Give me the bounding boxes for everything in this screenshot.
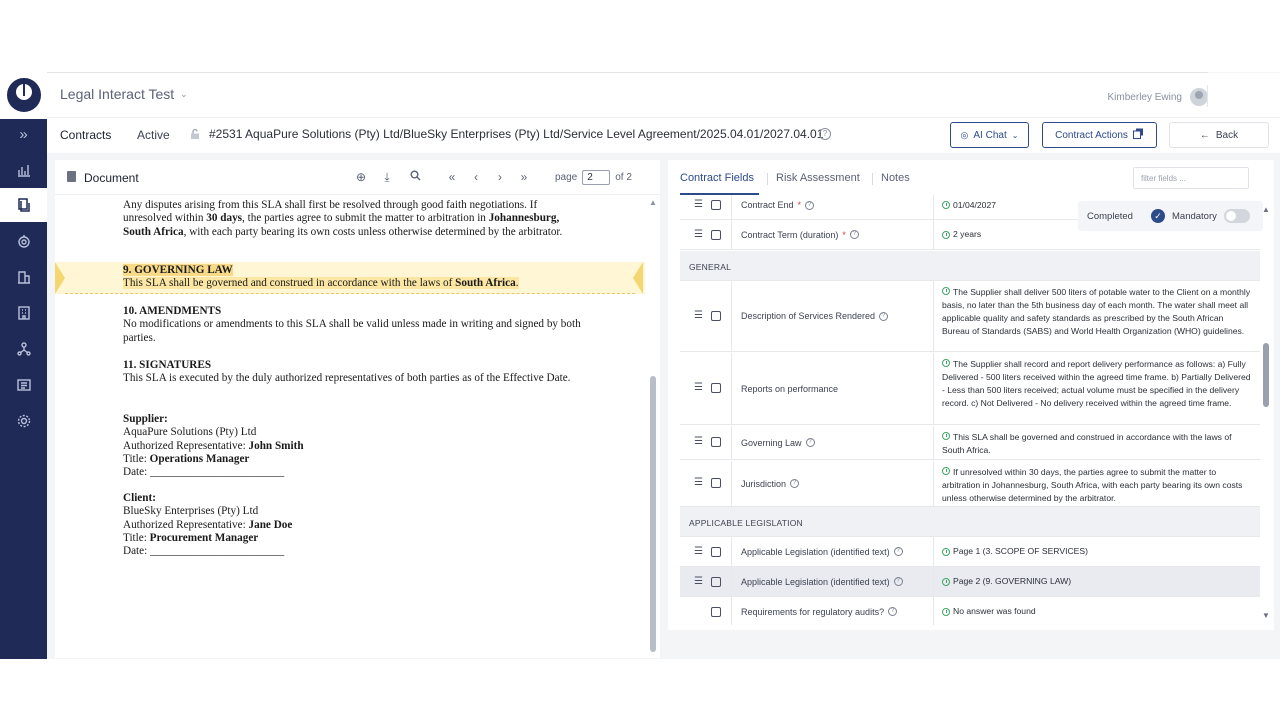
info-icon [942, 608, 950, 616]
user-menu[interactable] [1108, 88, 1208, 106]
chevron-down-icon: ⌄ [180, 88, 188, 99]
field-value-text: Page 2 (9. GOVERNING LAW) [953, 576, 1072, 587]
field-label-text: Jurisdiction [741, 478, 787, 489]
scroll-up-icon[interactable]: ▲ [649, 198, 657, 207]
field-value-text: The Supplier shall deliver 500 liters of potable water to the Client on a monthly basis, no later than the 5th business day of each month. The water shall meet all applicable quality and safety standards as prescribed by the South African Bureau of Standards (SABS) and World Health Organization (WHO) guidelines. [942, 287, 1251, 336]
row-actions [680, 426, 732, 459]
field-label-text: Governing Law [741, 437, 802, 448]
info-icon [942, 467, 950, 475]
field-label [732, 426, 934, 459]
search-icon[interactable] [407, 169, 423, 185]
field-label [732, 220, 934, 249]
field-label-text: Reports on performance [741, 383, 839, 394]
ai-icon[interactable] [0, 224, 47, 258]
ai-chat-label: AI Chat [973, 129, 1007, 141]
supplier-representative: John Smith [248, 439, 304, 452]
info-icon [942, 548, 950, 556]
field-value-text: Page 1 (3. SCOPE OF SERVICES) [953, 546, 1089, 557]
signatures-section [123, 359, 588, 386]
page-label: page [555, 172, 578, 183]
scroll-down-icon[interactable]: ▼ [1262, 611, 1270, 620]
highlight-marker-right [633, 262, 643, 294]
tab-contract-fields[interactable]: Contract Fields [680, 172, 754, 184]
supplier-name: AquaPure Solutions (Pty) Ltd [123, 426, 257, 439]
section-heading: 11. SIGNATURES [123, 359, 212, 371]
field-label [732, 537, 934, 566]
fields-tabs [668, 160, 1274, 195]
download-icon[interactable]: ⤓ [384, 170, 390, 184]
field-label [732, 461, 934, 506]
text-run-bold: 30 days [206, 212, 243, 225]
field-value[interactable] [934, 281, 1260, 351]
back-label: Back [1215, 129, 1239, 141]
first-page-icon[interactable]: « [448, 170, 456, 184]
text-run: , the parties agree to submit the matter to arbitration in [242, 212, 489, 225]
client-block [123, 492, 588, 558]
fields-panel [668, 160, 1274, 630]
field-value-text: This SLA shall be governed and construed in accordance with the laws of South Africa. [942, 432, 1232, 455]
supplier-title: Operations Manager [149, 452, 250, 465]
help-icon[interactable]: ? [850, 230, 859, 239]
scroll-up-icon[interactable]: ▲ [1262, 205, 1270, 214]
indent-icon[interactable]: ☰ [694, 477, 703, 488]
document-icon [67, 171, 76, 182]
note-icon[interactable] [711, 311, 721, 321]
client-representative: Jane Doe [248, 518, 293, 531]
scrollbar-thumb[interactable] [1263, 343, 1269, 407]
workspace-name: Legal Interact Test [60, 86, 175, 102]
help-icon[interactable]: ? [806, 438, 815, 447]
unlock-icon[interactable] [189, 128, 201, 140]
list-icon[interactable] [0, 368, 47, 402]
text-run: Title: [123, 531, 150, 544]
text-run: This SLA shall be governed and construed in accordance with the laws of [123, 277, 456, 290]
document-toolbar [55, 160, 660, 195]
field-value[interactable] [934, 567, 1260, 596]
header-divider [1207, 85, 1208, 107]
document-panel [55, 160, 660, 658]
indent-icon[interactable]: ☰ [694, 576, 703, 587]
text-run-bold: South Africa [455, 277, 516, 290]
table-row[interactable] [680, 597, 1260, 625]
app-logo[interactable] [5, 76, 43, 114]
field-value[interactable] [934, 461, 1260, 506]
field-label [732, 597, 934, 625]
help-icon[interactable]: ? [879, 312, 888, 321]
dispute-paragraph [123, 199, 588, 239]
fields-scrollbar[interactable] [1262, 205, 1270, 625]
field-value[interactable] [934, 597, 1260, 625]
arrow-left-icon: ← [1199, 129, 1210, 141]
info-icon [942, 231, 950, 239]
field-label-text: Requirements for regulatory audits? [741, 606, 885, 617]
buildings-icon[interactable] [0, 260, 47, 294]
back-button[interactable] [1169, 122, 1269, 148]
client-title: Procurement Manager [149, 531, 259, 544]
field-label-text: Contract End [741, 200, 794, 210]
last-page-icon[interactable]: » [520, 170, 528, 184]
table-row[interactable] [680, 281, 1260, 352]
info-icon [942, 287, 950, 295]
note-icon[interactable] [711, 577, 721, 587]
note-icon[interactable] [711, 607, 721, 617]
field-value-text: No answer was found [953, 606, 1036, 617]
amendments-section [123, 305, 588, 345]
completed-label: Completed [1087, 211, 1133, 222]
text-run: Title: [123, 452, 150, 465]
documents-icon[interactable] [0, 188, 47, 222]
organisation-icon[interactable] [0, 296, 47, 330]
completed-toggle[interactable]: ✓ [1151, 209, 1165, 223]
supplier-block [123, 413, 588, 479]
help-icon[interactable]: ? [894, 547, 903, 556]
indent-icon[interactable]: ☰ [694, 229, 703, 240]
page-indicator [555, 170, 632, 185]
field-value[interactable] [934, 353, 1260, 424]
ai-chat-button[interactable] [950, 122, 1029, 148]
text-run: . [515, 277, 519, 290]
field-value-text: The Supplier shall record and report delivery performance as follows: a) Fully Delivered - 500 liters received within the agreed time frame. b) Partially Delivered - Less than 500 liters received; actual volume must be specified in the delivery record. c) Not Delivered - No delivery received within the agreed time frame. [942, 359, 1251, 408]
note-icon[interactable] [711, 478, 721, 488]
tab-risk-assessment[interactable]: Risk Assessment [776, 172, 860, 184]
user-name: Kimberley Ewing [1107, 91, 1182, 103]
table-row[interactable] [680, 353, 1260, 425]
governing-law-section[interactable] [123, 264, 588, 291]
required-marker: * [842, 229, 846, 240]
field-label [732, 195, 934, 219]
field-label-text: Description of Services Rendered [741, 311, 876, 321]
row-actions [680, 353, 732, 424]
section-general: GENERAL [680, 251, 1260, 281]
field-label-text: Applicable Legislation (identified text) [741, 576, 890, 587]
indent-icon[interactable]: ☰ [694, 436, 703, 447]
top-header [47, 73, 1280, 117]
contract-actions-label: Contract Actions [1055, 129, 1128, 141]
supplier-heading: Supplier: [123, 413, 168, 425]
field-label-text: Applicable Legislation (identified text) [741, 546, 890, 557]
help-icon[interactable]: ? [894, 577, 903, 586]
ai-icon: ◎ [960, 129, 969, 140]
chevron-down-icon: ⌄ [1011, 130, 1019, 140]
document-scrollbar[interactable] [649, 196, 657, 656]
dashboard-icon[interactable] [0, 153, 47, 187]
text-run: Authorized Representative: [123, 439, 249, 452]
section-body: This SLA is executed by the duly authorized representatives of both parties as of the Effective Date. [123, 372, 571, 385]
note-icon[interactable] [711, 437, 721, 447]
note-icon[interactable] [711, 547, 721, 557]
table-row-selected[interactable] [680, 567, 1260, 597]
logo-area [0, 72, 47, 119]
contract-title: #2531 AquaPure Solutions (Pty) Ltd/BlueSky Enterprises (Pty) Ltd/Service Level Agreement/2025.04.01/2027.04.01 [209, 127, 824, 141]
field-value-text: 01/04/2027 [953, 199, 997, 210]
fields-table [680, 195, 1260, 625]
copy-icon [1133, 128, 1144, 142]
avatar [1190, 88, 1208, 106]
settings-icon[interactable] [0, 404, 47, 438]
section-heading: 9. GOVERNING LAW [123, 264, 233, 276]
contract-bar [47, 117, 1280, 153]
zoom-in-icon[interactable]: ⊕ [355, 170, 367, 184]
note-icon[interactable] [711, 383, 721, 393]
table-row[interactable] [680, 426, 1260, 460]
table-row[interactable] [680, 537, 1260, 567]
field-label [732, 353, 934, 424]
info-icon [942, 578, 950, 586]
section-applicable-legislation: APPLICABLE LEGISLATION [680, 507, 1260, 537]
help-icon[interactable]: ? [805, 201, 814, 210]
filter-fields-input[interactable]: filter fields ... [1133, 167, 1249, 189]
note-icon[interactable] [711, 230, 721, 240]
section-heading: 10. AMENDMENTS [123, 305, 222, 317]
tab-notes[interactable]: Notes [881, 172, 910, 184]
indent-icon[interactable]: ☰ [694, 382, 703, 393]
contract-actions-button[interactable] [1042, 122, 1157, 148]
breadcrumb-contracts[interactable]: Contracts [60, 128, 112, 142]
required-marker: * [797, 200, 802, 210]
row-actions [680, 220, 732, 249]
field-value-text: 2 years [953, 229, 982, 240]
supplier-date: Date: ________________________ [123, 466, 285, 479]
document-title: Document [84, 171, 139, 185]
client-heading: Client: [123, 492, 156, 504]
field-label-text: Contract Term (duration) [741, 229, 839, 240]
highlight-underline [65, 293, 635, 294]
info-icon [942, 201, 950, 209]
sidebar [0, 72, 47, 659]
row-actions [680, 281, 732, 351]
tab-divider [872, 173, 873, 185]
row-actions [680, 567, 732, 596]
mandatory-toggle[interactable] [1224, 209, 1250, 223]
field-value[interactable] [934, 426, 1260, 459]
row-actions [680, 597, 732, 625]
table-row[interactable] [680, 461, 1260, 507]
section-body: No modifications or amendments to this SLA shall be valid unless made in writing and signed by both parties. [123, 318, 581, 344]
status-badge: Active [137, 128, 170, 142]
row-actions [680, 537, 732, 566]
expand-sidebar-icon[interactable]: » [19, 125, 28, 143]
indent-icon[interactable]: ☰ [694, 199, 703, 210]
info-icon [942, 432, 950, 440]
help-icon[interactable]: ? [790, 479, 799, 488]
highlight-marker-left [55, 262, 65, 294]
workspace-selector[interactable] [60, 86, 188, 102]
client-date: Date: ________________________ [123, 545, 285, 558]
text-run-bold: Johannesburg, South Africa [123, 212, 560, 238]
note-icon[interactable] [711, 200, 721, 210]
indent-icon[interactable]: ☰ [694, 546, 703, 557]
mandatory-label: Mandatory [1172, 211, 1217, 222]
text-run: , with each party bearing its own costs unless otherwise determined by the arbitrator. [183, 225, 563, 238]
row-actions [680, 461, 732, 506]
client-name: BlueSky Enterprises (Pty) Ltd [123, 505, 259, 518]
page-number-input[interactable]: 2 [582, 170, 610, 185]
help-icon[interactable]: ? [888, 607, 897, 616]
text-run: Authorized Representative: [123, 518, 249, 531]
help-icon[interactable]: ? [819, 128, 831, 140]
row-actions [680, 195, 732, 219]
previous-page-icon[interactable]: ‹ [474, 170, 478, 184]
page-total: of 2 [615, 172, 632, 183]
field-value-text: If unresolved within 30 days, the parties agree to submit the matter to arbitration in Johannesburg, South Africa, with each party bearing its own costs unless otherwise determined by the arbitrator. [942, 467, 1243, 503]
document-viewer[interactable] [55, 196, 650, 658]
filter-toggles [1078, 201, 1263, 231]
field-value[interactable] [934, 537, 1260, 566]
field-label [732, 567, 934, 596]
next-page-icon[interactable]: › [498, 170, 502, 184]
tab-divider [767, 173, 768, 185]
hierarchy-icon[interactable] [0, 332, 47, 366]
scrollbar-thumb[interactable] [650, 376, 656, 652]
text-run: Any disputes arising from this SLA shall first be resolved through good faith negotiations. If unresolved within [123, 199, 538, 225]
indent-icon[interactable]: ☰ [694, 310, 703, 321]
info-icon [942, 359, 950, 367]
field-label [732, 281, 934, 351]
